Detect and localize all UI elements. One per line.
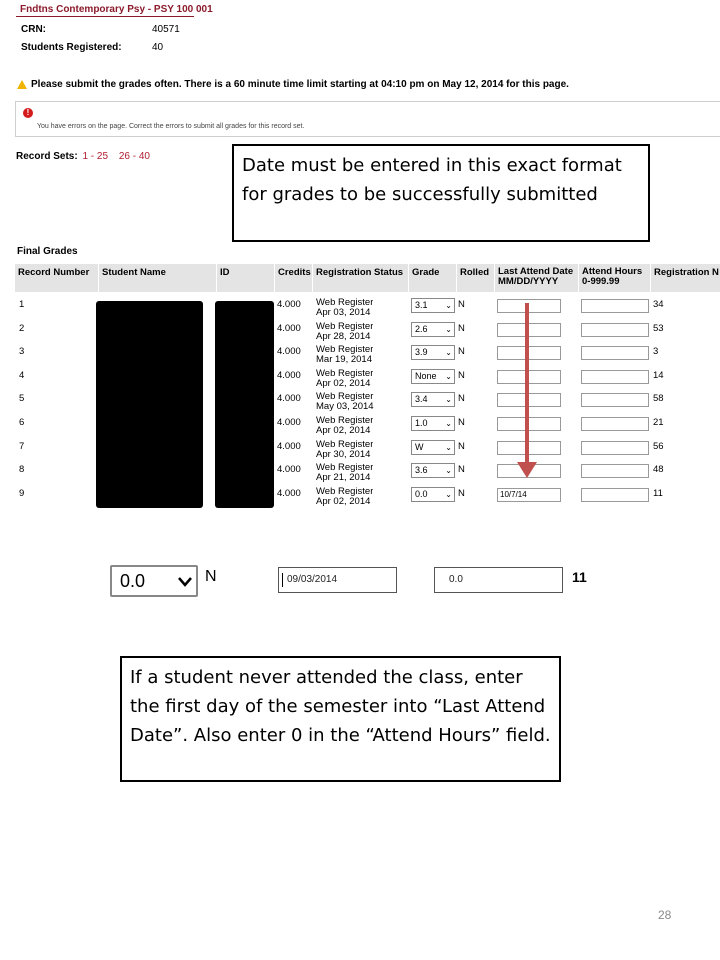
attend-hours-input[interactable] bbox=[581, 370, 649, 384]
grade-value: 0.0 bbox=[415, 488, 428, 499]
record-number: 8 bbox=[19, 464, 25, 476]
section-title: Final Grades bbox=[17, 246, 78, 257]
credits-value: 4.000 bbox=[277, 299, 301, 310]
grade-value: 3.4 bbox=[415, 394, 428, 405]
credits-value: 4.000 bbox=[277, 487, 301, 499]
registration-number: 3 bbox=[653, 346, 659, 358]
annotation-arrow-head bbox=[517, 462, 537, 478]
zoom-attend-hours-input[interactable] bbox=[434, 567, 563, 593]
zoom-rolled-value: N bbox=[205, 568, 217, 585]
col-id: ID bbox=[217, 264, 275, 292]
page-number: 28 bbox=[658, 908, 672, 922]
last-attend-label: Last Attend Date bbox=[498, 266, 574, 277]
error-circle-icon: ! bbox=[23, 108, 33, 118]
registration-status bbox=[316, 463, 373, 483]
col-registration-number: Registration N bbox=[651, 264, 720, 292]
record-number: 5 bbox=[19, 393, 25, 405]
status-text: Web Register bbox=[316, 392, 374, 403]
registration-status bbox=[316, 392, 374, 412]
status-date: Apr 28, 2014 bbox=[316, 330, 371, 342]
record-number: 6 bbox=[19, 417, 25, 428]
record-number: 1 bbox=[19, 299, 25, 310]
credits-value: 4.000 bbox=[277, 440, 301, 452]
credits-value: 4.000 bbox=[277, 393, 301, 405]
col-credits: Credits bbox=[275, 264, 313, 292]
chevron-down-icon bbox=[178, 574, 192, 588]
grade-value: None bbox=[415, 370, 437, 381]
text-cursor bbox=[282, 573, 283, 587]
chevron-down-icon: ⌄ bbox=[445, 301, 452, 310]
last-attend-date-input[interactable] bbox=[497, 393, 561, 407]
attend-hours-input[interactable] bbox=[581, 441, 649, 455]
attend-hours-input[interactable] bbox=[581, 299, 649, 313]
registration-number: 21 bbox=[653, 417, 664, 428]
record-number: 4 bbox=[19, 369, 25, 381]
registration-status bbox=[316, 416, 373, 436]
date-format-callout: Date must be entered in this exact format for grades to be successfully submitted bbox=[232, 144, 650, 242]
status-date: May 03, 2014 bbox=[316, 401, 374, 413]
warning-text: Please submit the grades often. There is a 60 minute time limit starting at 04:10 pm on May 12, 2014 for this page. bbox=[31, 79, 569, 90]
registration-status bbox=[316, 487, 373, 507]
never-attended-callout: If a student never attended the class, enter the first day of the semester into “Last Attend Date”. Also enter 0 in the “Attend Hours” field. bbox=[120, 656, 561, 782]
chevron-down-icon: ⌄ bbox=[445, 395, 452, 405]
chevron-down-icon: ⌄ bbox=[445, 489, 452, 499]
attend-hours-input[interactable] bbox=[581, 323, 649, 337]
last-attend-date-input[interactable] bbox=[497, 417, 561, 431]
record-number: 3 bbox=[19, 346, 25, 358]
registration-number: 56 bbox=[653, 440, 664, 452]
credits-value: 4.000 bbox=[277, 417, 301, 428]
grade-select[interactable] bbox=[411, 487, 455, 502]
attend-hours-input[interactable] bbox=[581, 488, 649, 502]
grade-value: 3.1 bbox=[415, 300, 428, 310]
grade-select[interactable] bbox=[411, 345, 455, 360]
chevron-down-icon: ⌄ bbox=[445, 466, 452, 476]
status-text: Web Register bbox=[316, 439, 374, 450]
status-date: Apr 30, 2014 bbox=[316, 448, 371, 460]
last-attend-date-input[interactable] bbox=[497, 299, 561, 313]
chevron-down-icon: ⌄ bbox=[445, 348, 452, 358]
record-sets-label: Record Sets: bbox=[16, 151, 78, 162]
chevron-down-icon: ⌄ bbox=[445, 442, 452, 452]
attend-hours-input[interactable] bbox=[581, 464, 649, 478]
status-text: Web Register bbox=[316, 368, 374, 379]
grade-select[interactable] bbox=[411, 440, 455, 455]
error-message-box bbox=[15, 101, 720, 137]
registration-status bbox=[316, 298, 373, 318]
status-text: Web Register bbox=[316, 345, 374, 356]
status-date: Apr 03, 2014 bbox=[316, 307, 371, 318]
last-attend-date-input[interactable] bbox=[497, 346, 561, 360]
registration-number: 34 bbox=[653, 299, 664, 310]
annotation-arrow-shaft bbox=[525, 303, 529, 468]
registration-status bbox=[316, 440, 373, 460]
last-attend-date-input[interactable] bbox=[497, 441, 561, 455]
record-number: 9 bbox=[19, 487, 25, 499]
last-attend-format: MM/DD/YYYY bbox=[498, 276, 559, 287]
registration-status bbox=[316, 345, 373, 365]
grade-select[interactable] bbox=[411, 322, 455, 337]
status-date: Apr 02, 2014 bbox=[316, 425, 371, 436]
status-text: Web Register bbox=[316, 463, 374, 474]
attend-hours-input[interactable] bbox=[581, 346, 649, 360]
registration-number: 11 bbox=[653, 487, 663, 499]
students-registered-label: Students Registered: bbox=[21, 42, 122, 53]
credits-value: 4.000 bbox=[277, 322, 301, 334]
redacted-student-names bbox=[96, 301, 203, 508]
grade-select[interactable] bbox=[411, 298, 455, 313]
registration-status bbox=[316, 322, 373, 342]
grade-select[interactable] bbox=[411, 416, 455, 431]
col-registration-status: Registration Status bbox=[313, 264, 409, 292]
grade-select[interactable] bbox=[411, 463, 455, 478]
registration-status bbox=[316, 369, 373, 389]
status-text: Web Register bbox=[316, 416, 374, 426]
zoom-last-attend-input[interactable] bbox=[278, 567, 397, 593]
status-text: Web Register bbox=[316, 298, 374, 308]
attend-hours-format: 0-999.99 bbox=[582, 276, 620, 287]
chevron-down-icon: ⌄ bbox=[445, 371, 452, 381]
rolled-value: N bbox=[458, 299, 465, 310]
zoom-last-attend-value: 09/03/2014 bbox=[287, 574, 338, 585]
grade-value: 2.6 bbox=[415, 323, 428, 334]
credits-value: 4.000 bbox=[277, 369, 301, 381]
redacted-student-ids bbox=[215, 301, 274, 508]
error-text: You have errors on the page. Correct the errors to submit all grades for this record set. bbox=[37, 123, 305, 130]
registration-number: 53 bbox=[653, 322, 664, 334]
rolled-value: N bbox=[458, 440, 465, 452]
zoom-registration-number: 11 bbox=[572, 569, 587, 585]
rolled-value: N bbox=[458, 346, 465, 358]
warning-triangle-icon bbox=[17, 80, 27, 89]
grade-value: W bbox=[415, 441, 424, 452]
record-number: 7 bbox=[19, 440, 25, 452]
crn-label: CRN: bbox=[21, 24, 46, 35]
col-record-number: Record Number bbox=[15, 264, 99, 292]
title-divider bbox=[16, 16, 194, 17]
registration-number: 14 bbox=[653, 369, 664, 381]
col-attend-hours bbox=[579, 264, 651, 292]
grade-value: 3.6 bbox=[415, 465, 428, 476]
chevron-down-icon: ⌄ bbox=[445, 324, 452, 334]
rolled-value: N bbox=[458, 417, 465, 428]
status-date: Apr 21, 2014 bbox=[316, 472, 371, 484]
last-attend-date-input[interactable]: 10/7/14 bbox=[497, 488, 561, 502]
attend-hours-label: Attend Hours bbox=[582, 266, 643, 277]
last-attend-date-input[interactable] bbox=[497, 323, 561, 337]
record-set-link-2[interactable]: 26 - 40 bbox=[118, 151, 150, 162]
rolled-value: N bbox=[458, 487, 465, 499]
zoom-attend-hours-value: 0.0 bbox=[449, 574, 463, 585]
grade-value: 3.9 bbox=[415, 347, 428, 358]
credits-value: 4.000 bbox=[277, 346, 301, 358]
rolled-value: N bbox=[458, 393, 465, 405]
status-text: Web Register bbox=[316, 486, 374, 497]
zoom-grade-value: 0.0 bbox=[120, 571, 146, 591]
status-date: Apr 02, 2014 bbox=[316, 377, 371, 389]
grade-value: 1.0 bbox=[415, 418, 428, 428]
credits-value: 4.000 bbox=[277, 464, 301, 476]
col-grade: Grade bbox=[409, 264, 457, 292]
registration-number: 58 bbox=[653, 393, 664, 405]
record-number: 2 bbox=[19, 322, 25, 334]
record-set-link-1[interactable]: 1 - 25 bbox=[82, 151, 109, 162]
col-student-name: Student Name bbox=[99, 264, 217, 292]
rolled-value: N bbox=[458, 464, 465, 476]
chevron-down-icon: ⌄ bbox=[445, 419, 452, 428]
grade-select[interactable] bbox=[411, 369, 455, 384]
last-attend-date-input[interactable] bbox=[497, 370, 561, 384]
status-date: Apr 02, 2014 bbox=[316, 495, 371, 507]
rolled-value: N bbox=[458, 369, 465, 381]
grade-select[interactable] bbox=[411, 392, 455, 407]
attend-hours-input[interactable] bbox=[581, 393, 649, 407]
status-date: Mar 19, 2014 bbox=[316, 354, 372, 366]
rolled-value: N bbox=[458, 322, 465, 334]
time-limit-warning bbox=[17, 79, 569, 90]
attend-hours-input[interactable] bbox=[581, 417, 649, 431]
col-last-attend-date bbox=[495, 264, 579, 292]
crn-value: 40571 bbox=[152, 24, 180, 35]
registration-number: 48 bbox=[653, 464, 664, 476]
status-text: Web Register bbox=[316, 321, 374, 332]
record-sets bbox=[16, 151, 150, 162]
course-title: Fndtns Contemporary Psy - PSY 100 001 bbox=[20, 4, 213, 15]
students-registered-value: 40 bbox=[152, 42, 164, 53]
zoom-grade-select[interactable] bbox=[110, 565, 198, 597]
col-rolled: Rolled bbox=[457, 264, 495, 292]
